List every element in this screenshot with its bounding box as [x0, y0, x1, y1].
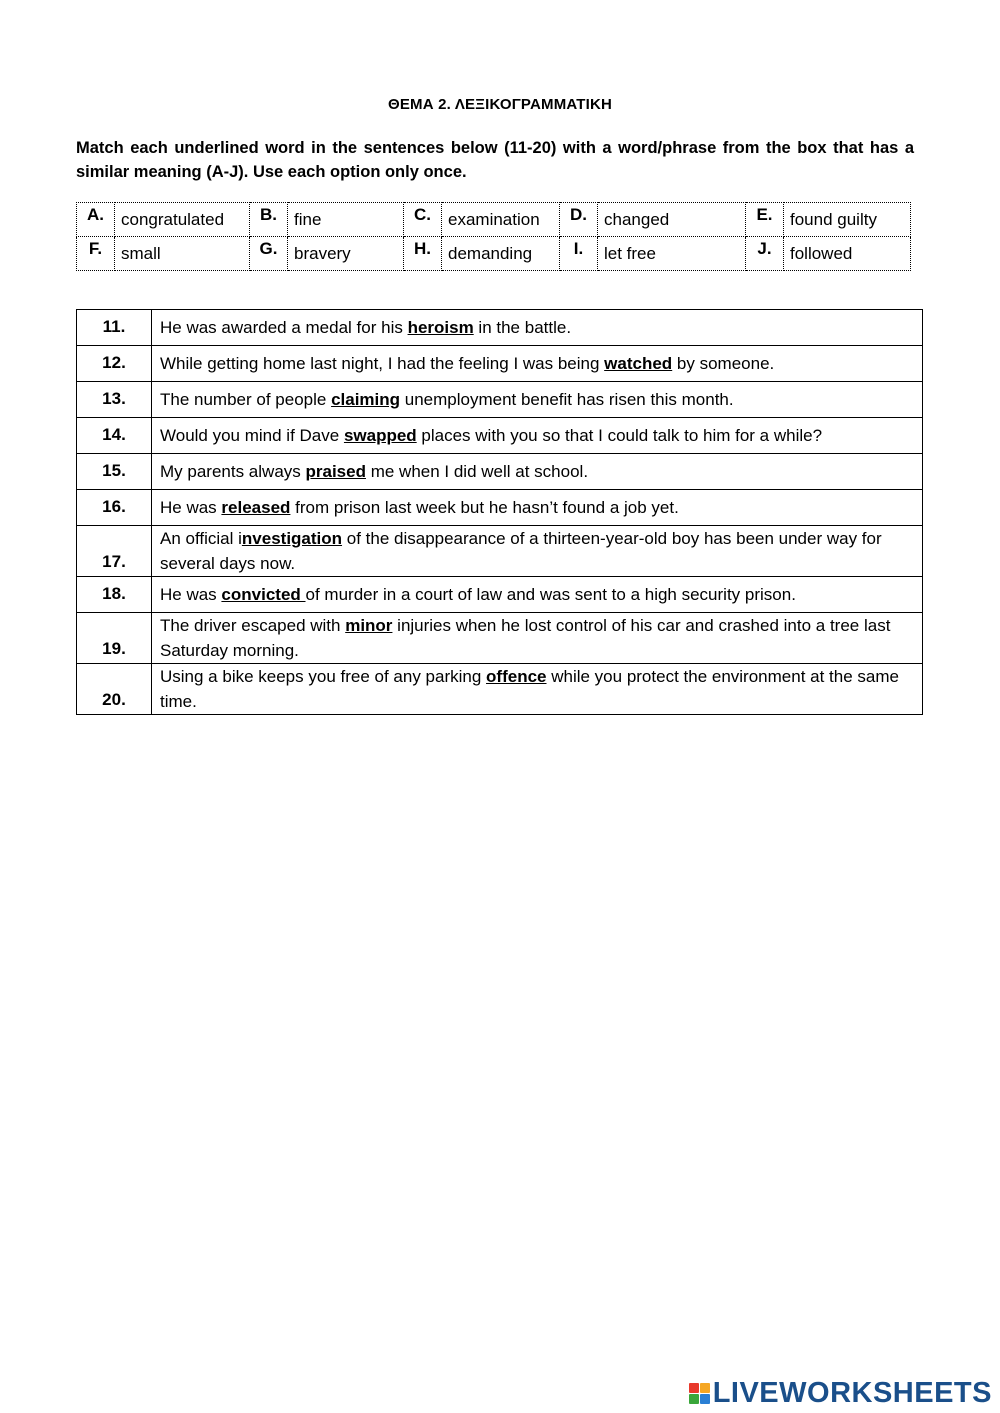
question-number: 19. [77, 613, 152, 664]
option-text: followed [784, 237, 911, 271]
option-text: small [115, 237, 250, 271]
question-sentence [152, 382, 923, 418]
sentence-text: He was awarded a medal for his [160, 318, 408, 337]
question-sentence [152, 346, 923, 382]
sentence-text: in the battle. [473, 318, 572, 337]
option-letter: E. [746, 203, 784, 237]
option-letter: C. [404, 203, 442, 237]
sentence-text: My parents always [160, 462, 306, 481]
option-letter: D. [560, 203, 598, 237]
question-number: 20. [77, 664, 152, 715]
underlined-word: heroism [407, 318, 474, 337]
question-number: 14. [77, 418, 152, 454]
sentence-text: The driver escaped with [160, 616, 346, 635]
sentence-text: While getting home last night, I had the feeling I was being [160, 354, 605, 373]
question-row [77, 526, 923, 577]
underlined-word: convicted [221, 585, 306, 604]
options-row [77, 203, 911, 237]
sentence-text: by someone. [672, 354, 775, 373]
sentence-text: Using a bike keeps you free of any parking [160, 667, 487, 686]
question-number: 16. [77, 490, 152, 526]
question-sentence [152, 664, 923, 715]
question-sentence [152, 526, 923, 577]
question-number: 18. [77, 577, 152, 613]
question-row [77, 613, 923, 664]
option-text: demanding [442, 237, 560, 271]
question-sentence [152, 577, 923, 613]
option-letter: A. [77, 203, 115, 237]
underlined-word: minor [345, 616, 393, 635]
option-text: changed [598, 203, 746, 237]
underlined-word: watched [604, 354, 673, 373]
sentence-text: He was [160, 585, 222, 604]
sentence-text: from prison last week but he hasn’t found a job yet. [290, 498, 679, 517]
sentence-text: An official i [160, 529, 242, 548]
question-row [77, 454, 923, 490]
option-letter: G. [250, 237, 288, 271]
question-number: 12. [77, 346, 152, 382]
question-row [77, 490, 923, 526]
question-sentence [152, 418, 923, 454]
sentence-text: He was [160, 498, 222, 517]
option-text: found guilty [784, 203, 911, 237]
liveworksheets-logo [689, 1376, 992, 1410]
question-number: 15. [77, 454, 152, 490]
option-text: bravery [288, 237, 404, 271]
sentence-text: of murder in a court of law and was sent to a high security prison. [305, 585, 796, 604]
question-row [77, 418, 923, 454]
question-row [77, 382, 923, 418]
question-row [77, 664, 923, 715]
underlined-word: released [221, 498, 291, 517]
questions-table [76, 309, 923, 715]
worksheet-title: ΘΕΜΑ 2. ΛΕΞΙΚΟΓΡΑΜΜΑΤΙΚΗ [387, 96, 613, 113]
option-text: examination [442, 203, 560, 237]
option-letter: H. [404, 237, 442, 271]
underlined-word: swapped [343, 426, 417, 445]
option-letter: J. [746, 237, 784, 271]
underlined-word: offence [486, 667, 547, 686]
option-text: let free [598, 237, 746, 271]
underlined-word: nvestigation [241, 529, 343, 548]
question-sentence [152, 454, 923, 490]
question-row [77, 310, 923, 346]
option-text: fine [288, 203, 404, 237]
option-letter: F. [77, 237, 115, 271]
sentence-text: unemployment benefit has risen this month. [400, 390, 734, 409]
sentence-text: The number of people [160, 390, 332, 409]
question-row [77, 346, 923, 382]
question-number: 17. [77, 526, 152, 577]
question-number: 11. [77, 310, 152, 346]
underlined-word: praised [305, 462, 366, 481]
sentence-text: Would you mind if Dave [160, 426, 344, 445]
options-box [76, 202, 911, 271]
logo-text: LIVEWORKSHEETS [712, 1376, 992, 1409]
question-sentence [152, 490, 923, 526]
option-text: congratulated [115, 203, 250, 237]
sentence-text: injuries when he lost control of his car and crashed into a tree last Saturday morning. [160, 616, 896, 660]
liveworksheets-logo-icon [689, 1383, 710, 1404]
option-letter: I. [560, 237, 598, 271]
option-letter: B. [250, 203, 288, 237]
instructions: Match each underlined word in the sentences below (11-20) with a word/phrase from the box that has a similar meaning (A-J). Use each option only once. [76, 139, 914, 181]
question-sentence [152, 613, 923, 664]
options-row [77, 237, 911, 271]
underlined-word: claiming [331, 390, 401, 409]
question-sentence [152, 310, 923, 346]
question-row [77, 577, 923, 613]
question-number: 13. [77, 382, 152, 418]
sentence-text: of the disappearance of a thirteen-year-old boy has been under way for several days now. [160, 529, 887, 573]
sentence-text: while you protect the environment at the same time. [160, 667, 904, 711]
sentence-text: me when I did well at school. [365, 462, 589, 481]
sentence-text: places with you so that I could talk to him for a while? [416, 426, 823, 445]
